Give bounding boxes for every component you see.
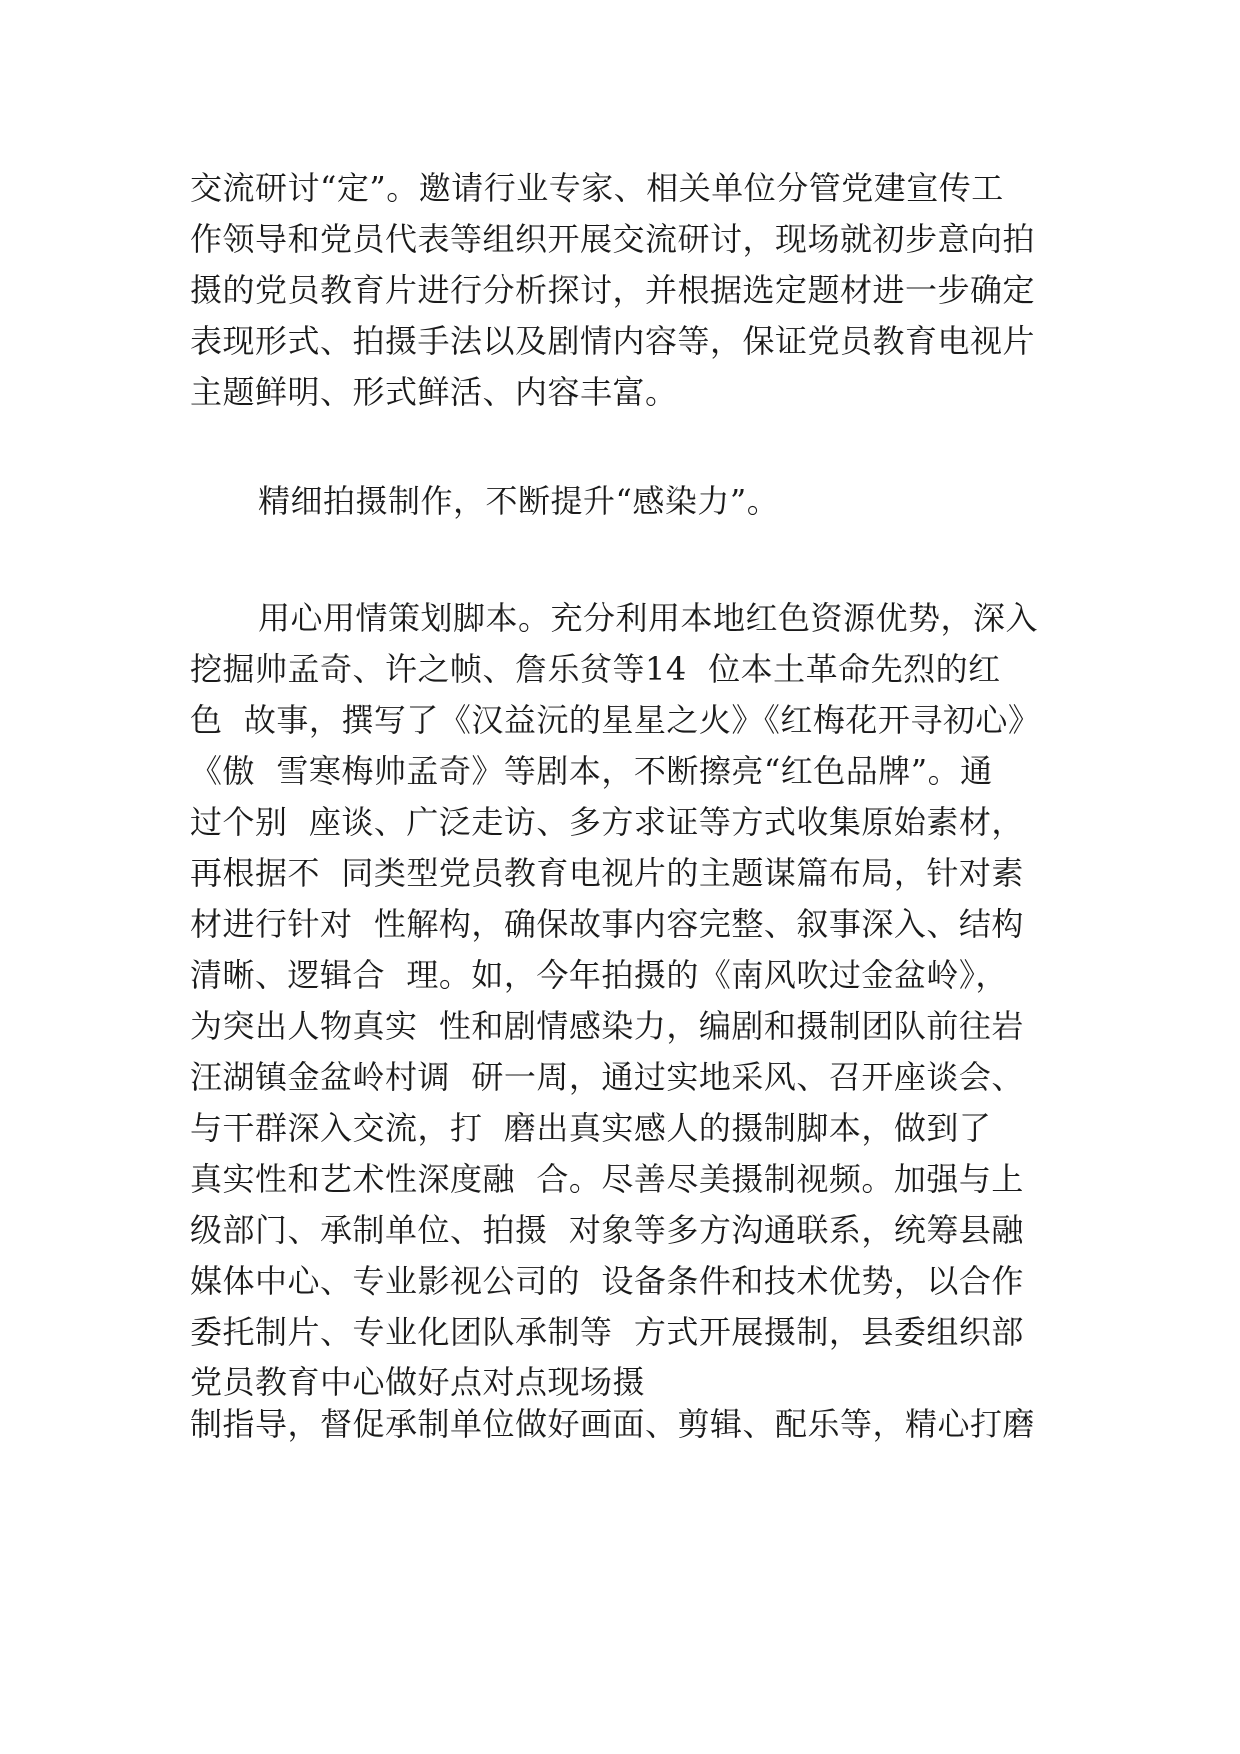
- text-line: 摄的党员教育片进行分析探讨，并根据选定题材进一步确定: [190, 271, 1036, 309]
- text-line: 色 故事，撰写了《汉益沅的星星之火》《红梅花开寻初心》: [190, 701, 1041, 739]
- text-line: 材进行针对 性解构，确保故事内容完整、叙事深入、结构: [190, 905, 1024, 943]
- text-line: 《傲 雪寒梅帅孟奇》等剧本，不断擦亮“红色品牌”。通: [190, 752, 993, 790]
- text-line: 党员教育中心做好点对点现场摄: [190, 1363, 646, 1401]
- text-line: 交流研讨“定”。邀请行业专家、相关单位分管党建宣传工: [190, 169, 1004, 207]
- text-line: 制指导，督促承制单位做好画面、剪辑、配乐等，精心打磨: [190, 1405, 1036, 1443]
- text-line: 媒体中心、专业影视公司的 设备条件和技术优势，以合作: [190, 1262, 1024, 1300]
- text-line: 级部门、承制单位、拍摄 对象等多方沟通联系，统筹县融: [190, 1211, 1024, 1249]
- text-line: 委托制片、专业化团队承制等 方式开展摄制，县委组织部: [190, 1313, 1024, 1351]
- text-line: 作领导和党员代表等组织开展交流研讨，现场就初步意向拍: [190, 220, 1036, 258]
- text-line: 清晰、逻辑合 理。如，今年拍摄的《南风吹过金盆岭》，: [190, 956, 1008, 994]
- text-line: 表现形式、拍摄手法以及剧情内容等，保证党员教育电视片: [190, 322, 1036, 360]
- text-line: 挖掘帅孟奇、许之帧、詹乐贫等14 位本土革命先烈的红: [190, 650, 1001, 688]
- text-line: 主题鲜明、形式鲜活、内容丰富。: [190, 373, 678, 411]
- text-line: 真实性和艺术性深度融 合。尽善尽美摄制视频。加强与上: [190, 1160, 1024, 1198]
- section-heading: 精细拍摄制作，不断提升“感染力”。: [258, 482, 780, 520]
- text-line: 用心用情策划脚本。充分利用本地红色资源优势，深入: [258, 599, 1039, 637]
- text-line: 再根据不 同类型党员教育电视片的主题谋篇布局，针对素: [190, 854, 1024, 892]
- text-line: 与干群深入交流，打 磨出真实感人的摄制脚本，做到了: [190, 1109, 992, 1147]
- text-line: 为突出人物真实 性和剧情感染力，编剧和摄制团队前往岩: [190, 1007, 1024, 1045]
- text-line: 汪湖镇金盆岭村调 研一周，通过实地采风、召开座谈会、: [190, 1058, 1024, 1096]
- text-line: 过个别 座谈、广泛走访、多方求证等方式收集原始素材，: [190, 803, 1024, 841]
